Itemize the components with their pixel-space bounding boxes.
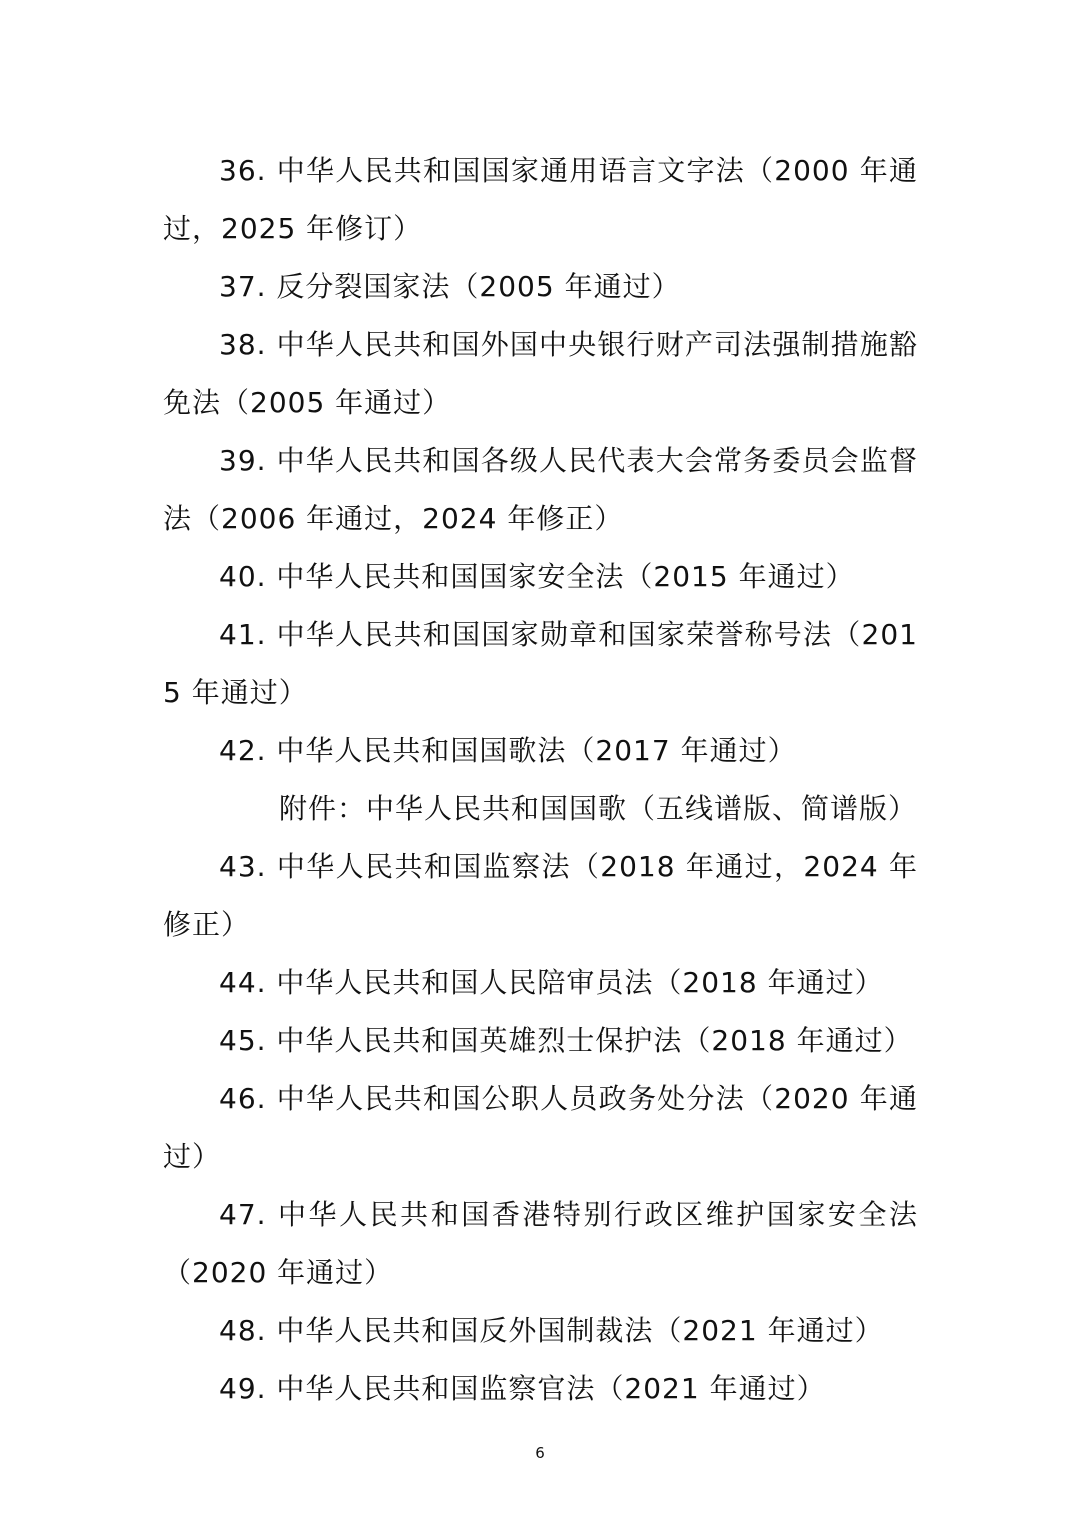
list-item-43: 43. 中华人民共和国监察法（2018 年通过，2024 年修正） [163, 850, 918, 941]
list-item-42: 42. 中华人民共和国国歌法（2017 年通过） [219, 734, 797, 767]
list-item-45: 45. 中华人民共和国英雄烈士保护法（2018 年通过） [219, 1024, 913, 1057]
list-item-44: 44. 中华人民共和国人民陪审员法（2018 年通过） [219, 966, 884, 999]
list-item-39: 39. 中华人民共和国各级人民代表大会常务委员会监督法（2006 年通过，2024 年修正） [163, 444, 918, 535]
page-number: 6 [535, 1444, 545, 1462]
list-item-49: 49. 中华人民共和国监察官法（2021 年通过） [219, 1372, 826, 1405]
list-item-40: 40. 中华人民共和国国家安全法（2015 年通过） [219, 560, 855, 593]
list-item-37: 37. 反分裂国家法（2005 年通过） [219, 270, 681, 303]
list-item-41: 41. 中华人民共和国国家勋章和国家荣誉称号法（2015 年通过） [163, 618, 918, 709]
list-item-36: 36. 中华人民共和国国家通用语言文字法（2000 年通过，2025 年修订） [163, 154, 918, 245]
list-item-38: 38. 中华人民共和国外国中央银行财产司法强制措施豁免法（2005 年通过） [163, 328, 918, 419]
list-item-47: 47. 中华人民共和国香港特别行政区维护国家安全法（2020 年通过） [163, 1198, 918, 1289]
list-item-42-attachment: 附件：中华人民共和国国歌（五线谱版、简谱版） [279, 792, 918, 825]
list-item-46: 46. 中华人民共和国公职人员政务处分法（2020 年通过） [163, 1082, 918, 1173]
law-list [163, 142, 918, 1418]
list-item-48: 48. 中华人民共和国反外国制裁法（2021 年通过） [219, 1314, 884, 1347]
